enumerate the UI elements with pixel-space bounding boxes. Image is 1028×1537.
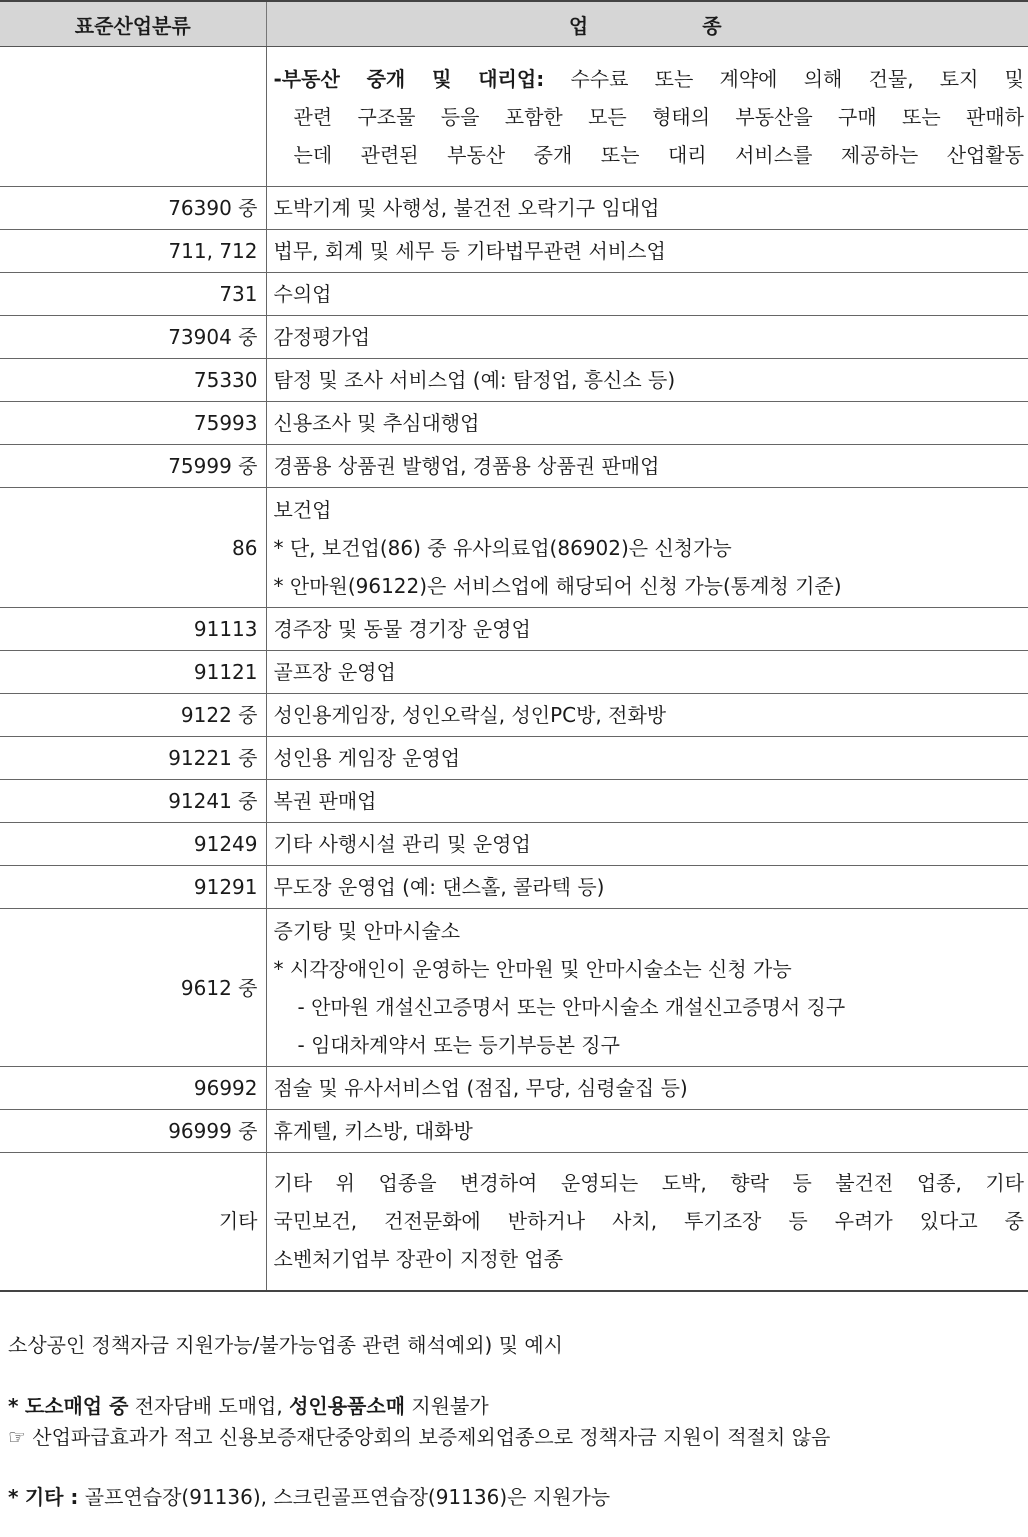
row-code (0, 47, 266, 187)
row-code: 91113 (0, 608, 266, 651)
note-text: 전자담배 도매업, (134, 1394, 283, 1418)
table-row (0, 608, 1028, 651)
table-row (0, 737, 1028, 780)
notes-title: 소상공인 정책자금 지원가능/불가능업종 관련 해석예외) 및 예시 (8, 1333, 564, 1357)
note-bold-label: 기타 : (24, 1485, 79, 1509)
row-line: * 단, 보건업(86) 중 유사의료업(86902)은 신청가능 (273, 535, 732, 560)
note-text: 골프연습장(91136), 스크린골프연습장(91136)은 지원가능 (84, 1485, 611, 1509)
table-row (0, 1153, 1028, 1291)
note-bold-label: 성인용품소매 (289, 1394, 406, 1418)
row-text: 신용조사 및 추심대행업 (266, 402, 1028, 445)
intro-line-3: 는데 관련된 부동산 중개 또는 대리 서비스를 제공하는 산업활동 (293, 142, 1024, 167)
row-code: 9612 중 (0, 909, 266, 1067)
row-code: 96999 중 (0, 1110, 266, 1153)
row-code: 91241 중 (0, 780, 266, 823)
row-code: 75999 중 (0, 445, 266, 488)
intro-line-1 (274, 60, 1025, 98)
table-row (0, 1110, 1028, 1153)
row-text: 골프장 운영업 (266, 651, 1028, 694)
note-bullet: * (8, 1485, 19, 1509)
row-code: 86 (0, 488, 266, 608)
row-text: 무도장 운영업 (예: 댄스홀, 콜라텍 등) (266, 866, 1028, 909)
row-text: 도박기계 및 사행성, 불건전 오락기구 임대업 (266, 187, 1028, 230)
table-row (0, 866, 1028, 909)
row-code: 75330 (0, 359, 266, 402)
table-row (0, 909, 1028, 1067)
table-row (0, 1067, 1028, 1110)
header-industry-b: 종 (702, 13, 726, 38)
row-text: 경품용 상품권 발행업, 경품용 상품권 판매업 (266, 445, 1028, 488)
row-text: 복권 판매업 (266, 780, 1028, 823)
table-row (0, 359, 1028, 402)
row-line: * 시각장애인이 운영하는 안마원 및 안마시술소는 신청 가능 (273, 956, 792, 981)
table-row (0, 187, 1028, 230)
row-text: 기타 사행시설 관리 및 운영업 (266, 823, 1028, 866)
row-text: 법무, 회계 및 세무 등 기타법무관련 서비스업 (266, 230, 1028, 273)
row-code: 76390 중 (0, 187, 266, 230)
table-row (0, 316, 1028, 359)
table-row (0, 694, 1028, 737)
note-bullet: * (8, 1394, 19, 1418)
row-code: 91121 (0, 651, 266, 694)
table-row (0, 780, 1028, 823)
row-code: 기타 (0, 1153, 266, 1291)
row-text: 경주장 및 동물 경기장 운영업 (266, 608, 1028, 651)
row-code: 91221 중 (0, 737, 266, 780)
intro-lead: -부동산 중개 및 대리업: (273, 66, 545, 91)
table-row (0, 47, 1028, 187)
table-row (0, 230, 1028, 273)
row-line: - 안마원 개설신고증명서 또는 안마시술소 개설신고증명서 징구 (297, 994, 846, 1019)
row-line: 소벤처기업부 장관이 지정한 업종 (273, 1247, 564, 1272)
intro-description (266, 47, 1028, 187)
header-industry (266, 1, 1028, 47)
row-code: 9122 중 (0, 694, 266, 737)
note-wholesale-retail (8, 1390, 489, 1422)
row-text: 휴게텔, 키스방, 대화방 (266, 1110, 1028, 1153)
note-text: 지원불가 (411, 1394, 489, 1418)
row-line: 국민보건, 건전문화에 반하거나 사치, 투기조장 등 우려가 있다고 중 (273, 1209, 1024, 1234)
table-row (0, 823, 1028, 866)
row-text: 감정평가업 (266, 316, 1028, 359)
row-code: 91249 (0, 823, 266, 866)
row-code: 711, 712 (0, 230, 266, 273)
row-code: 91291 (0, 866, 266, 909)
row-text: 탐정 및 조사 서비스업 (예: 탐정업, 흥신소 등) (266, 359, 1028, 402)
header-industry-a: 업 (568, 13, 593, 38)
row-code: 75993 (0, 402, 266, 445)
row-line: * 안마원(96122)은 서비스업에 해당되어 신청 가능(통계청 기준) (273, 573, 842, 598)
row-line: 증기탕 및 안마시술소 (273, 918, 461, 943)
note-bold-label: 도소매업 중 (24, 1394, 129, 1418)
row-line: 기타 위 업종을 변경하여 운영되는 도박, 향락 등 불건전 업종, 기타 (273, 1171, 1024, 1196)
intro-line-2: 관련 구조물 등을 포함한 모든 형태의 부동산을 구매 또는 판매하 (293, 104, 1024, 129)
row-code: 73904 중 (0, 316, 266, 359)
table-row (0, 488, 1028, 608)
header-code: 표준산업분류 (0, 1, 266, 47)
row-text: 점술 및 유사서비스업 (점집, 무당, 심령술집 등) (266, 1067, 1028, 1110)
row-line: - 임대차계약서 또는 등기부등본 징구 (297, 1032, 620, 1057)
row-code: 96992 (0, 1067, 266, 1110)
row-text-multiline (266, 909, 1028, 1067)
note-reason-text: 산업파급효과가 적고 신용보증재단중앙회의 보증제외업종으로 정책자금 지원이 적절치 않음 (32, 1425, 831, 1449)
table-row (0, 273, 1028, 316)
note-reason (8, 1421, 830, 1453)
row-text: 성인용 게임장 운영업 (266, 737, 1028, 780)
table-row (0, 402, 1028, 445)
row-text-multiline (266, 1153, 1028, 1291)
table-row (0, 445, 1028, 488)
row-text-multiline (266, 488, 1028, 608)
intro-line-1-rest: 수수료 또는 계약에 의해 건물, 토지 및 (570, 66, 1024, 91)
row-code: 731 (0, 273, 266, 316)
table-row (0, 651, 1028, 694)
note-other (8, 1481, 610, 1513)
row-text: 성인용게임장, 성인오락실, 성인PC방, 전화방 (266, 694, 1028, 737)
row-line: 보건업 (273, 497, 332, 522)
pointing-hand-icon: ☞ (8, 1425, 26, 1449)
row-text: 수의업 (266, 273, 1028, 316)
table-header-row (0, 1, 1028, 47)
